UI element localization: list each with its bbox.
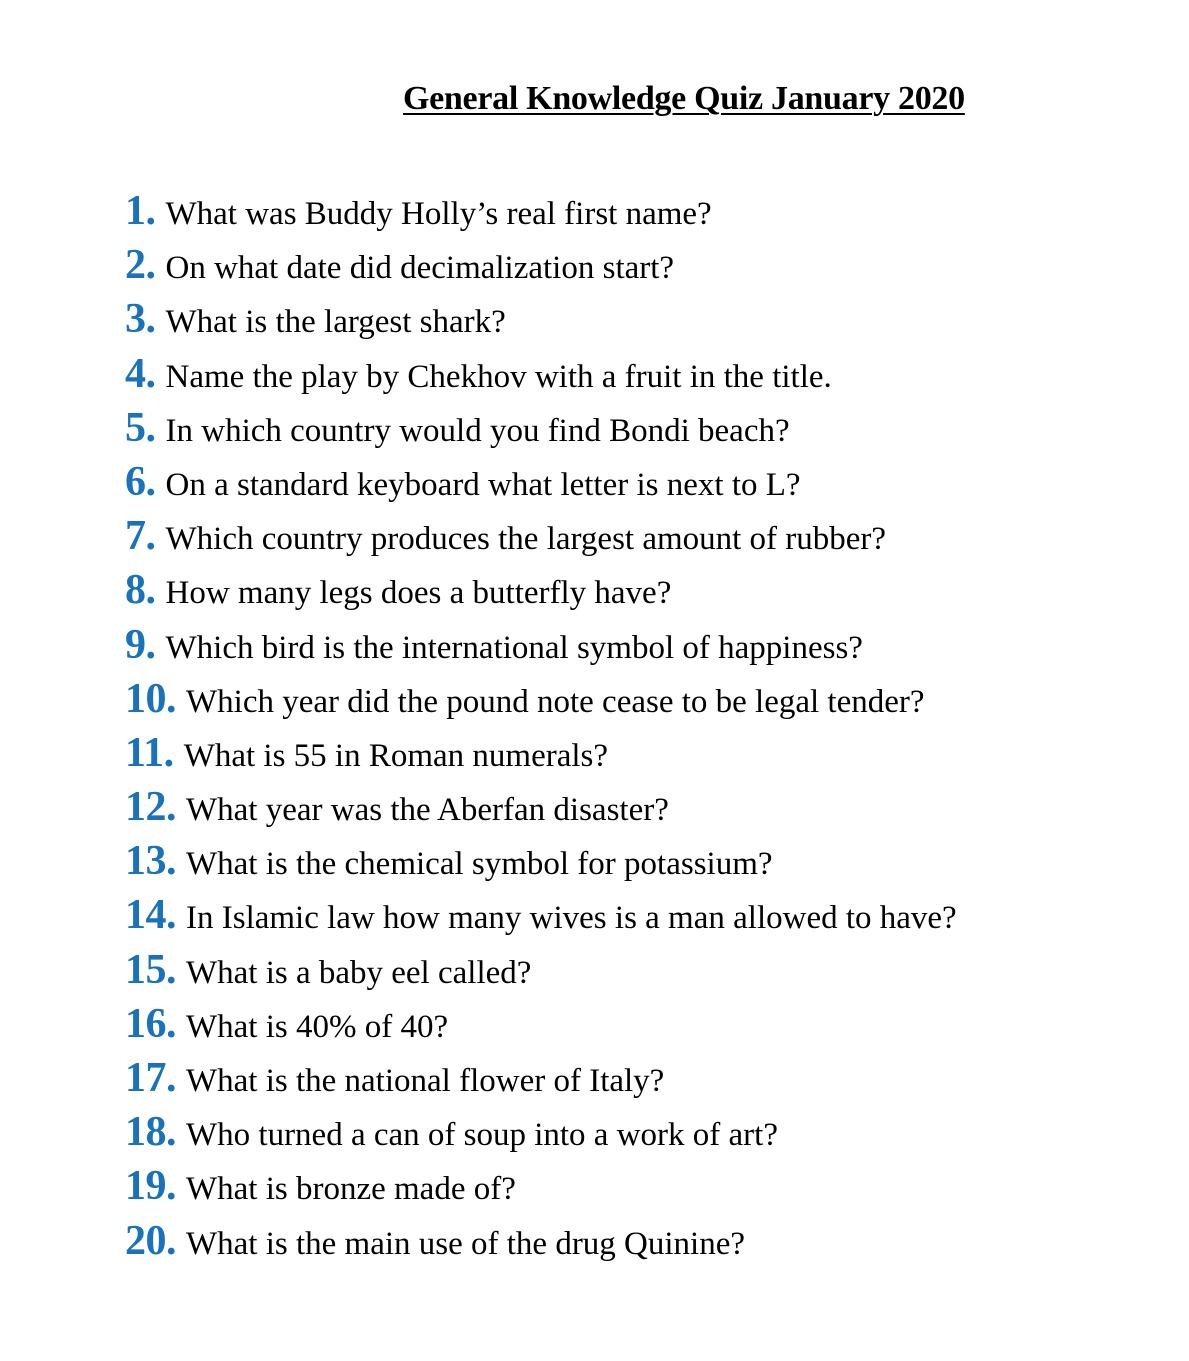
question-number: 2.	[125, 242, 156, 289]
question-text: In Islamic law how many wives is a man allowed to have?	[186, 900, 957, 937]
question-text: What is the national flower of Italy?	[186, 1063, 665, 1099]
question-text: Who turned a can of soup into a work of art?	[186, 1117, 778, 1154]
question-number: 14.	[125, 892, 176, 939]
question-text: What is 55 in Roman numerals?	[183, 737, 609, 774]
question-item	[125, 780, 957, 834]
question-item	[125, 1105, 957, 1159]
question-text: What is the main use of the drug Quinine?	[186, 1225, 746, 1262]
question-text: What was Buddy Holly’s real first name?	[165, 196, 712, 232]
question-item	[125, 563, 957, 617]
question-number: 4.	[125, 350, 156, 397]
question-item	[125, 509, 957, 563]
question-number: 8.	[125, 567, 156, 614]
question-list	[125, 184, 957, 1268]
question-number: 19.	[125, 1163, 176, 1210]
question-number: 20.	[125, 1217, 176, 1264]
question-text: How many legs does a butterfly have?	[165, 575, 672, 612]
question-text: What is a baby eel called?	[186, 954, 532, 991]
question-text: What is the largest shark?	[165, 304, 506, 341]
question-item	[125, 455, 957, 509]
question-item	[125, 401, 957, 455]
question-item	[125, 672, 957, 726]
question-number: 5.	[125, 404, 156, 451]
question-number: 11.	[125, 729, 174, 776]
question-item	[125, 997, 957, 1051]
question-item	[125, 943, 957, 997]
question-number: 6.	[125, 458, 156, 505]
question-text: Which country produces the largest amount of rubber?	[165, 521, 887, 558]
question-text: On a standard keyboard what letter is next to L?	[165, 466, 801, 503]
question-number: 16.	[125, 1000, 176, 1047]
question-text: Which bird is the international symbol of happiness?	[165, 629, 863, 666]
question-number: 13.	[125, 838, 176, 885]
question-number: 10.	[125, 675, 176, 722]
question-item	[125, 1159, 957, 1213]
question-item	[125, 726, 957, 780]
question-text: On what date did decimalization start?	[165, 250, 675, 287]
question-number: 18.	[125, 1109, 176, 1156]
question-text: What year was the Aberfan disaster?	[186, 792, 669, 829]
question-text: In which country would you find Bondi beach?	[165, 412, 790, 449]
question-text: What is bronze made of?	[186, 1171, 516, 1208]
question-item	[125, 292, 957, 346]
question-item	[125, 618, 957, 672]
question-number: 9.	[125, 621, 156, 668]
question-number: 1.	[125, 188, 156, 234]
question-item	[125, 1214, 957, 1268]
question-text: Which year did the pound note cease to be legal tender?	[186, 683, 925, 720]
question-number: 7.	[125, 513, 156, 560]
question-number: 3.	[125, 296, 156, 343]
question-text: Name the play by Chekhov with a fruit in the title.	[165, 358, 832, 395]
question-text: What is the chemical symbol for potassium?	[186, 846, 773, 883]
question-item	[125, 888, 957, 942]
question-text: What is 40% of 40?	[186, 1008, 449, 1045]
question-number: 12.	[125, 784, 176, 831]
page-title: General Knowledge Quiz January 2020	[403, 80, 965, 117]
question-item	[125, 238, 957, 292]
question-number: 17.	[125, 1055, 176, 1101]
question-item	[125, 347, 957, 401]
question-item	[125, 834, 957, 888]
question-item	[125, 1051, 957, 1105]
question-item	[125, 184, 957, 238]
question-number: 15.	[125, 946, 176, 993]
